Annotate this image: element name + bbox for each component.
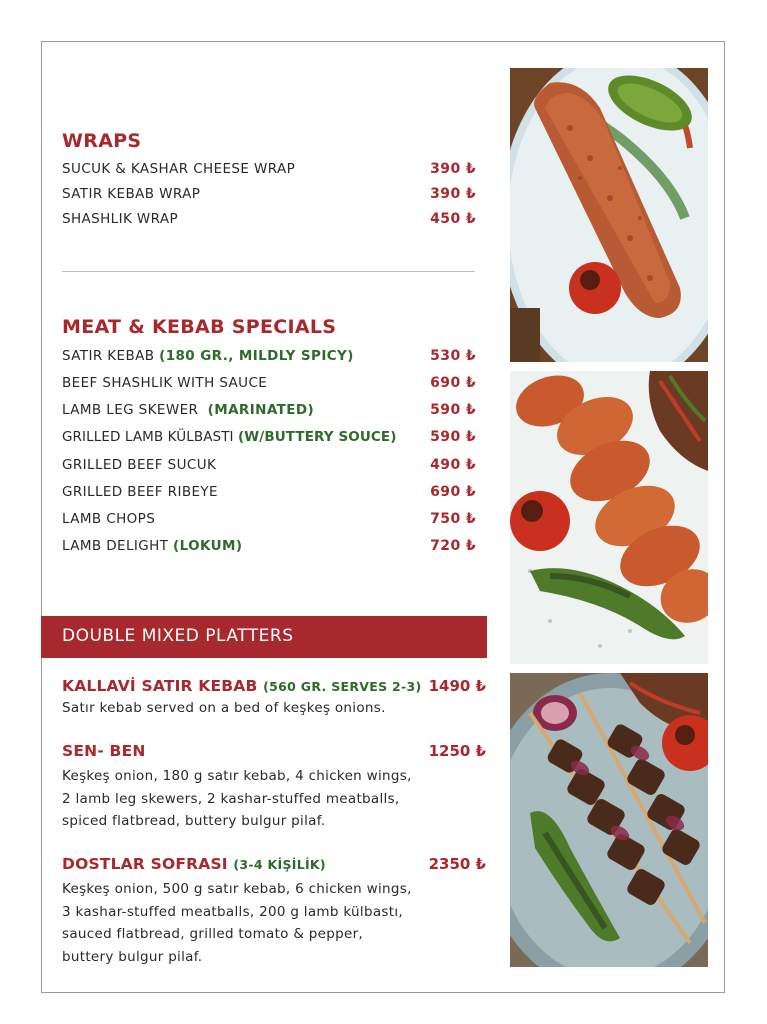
- menu-item: [62, 161, 476, 181]
- item-price: 690 ₺: [430, 375, 476, 391]
- item-price: 720 ₺: [430, 538, 476, 554]
- description-line: Keşkeş onion, 500 g satır kebab, 6 chicken wings,: [62, 881, 412, 897]
- item-price: 590 ₺: [430, 402, 476, 418]
- description-line: sauced flatbread, grilled tomato & pepper,: [62, 926, 364, 942]
- item-name: LAMB LEG SKEWER (MARINATED): [62, 402, 315, 418]
- item-name: GRILLED BEEF RIBEYE: [62, 484, 218, 500]
- item-price: 530 ₺: [430, 348, 476, 364]
- platter-name: SEN- BEN: [62, 742, 146, 760]
- platter-price: 1490 ₺: [428, 677, 486, 695]
- item-name: SATIR KEBAB (180 GR., MILDLY SPICY): [62, 348, 354, 364]
- menu-item: [62, 511, 476, 531]
- satir-kebab-photo: [510, 68, 708, 362]
- lamb-skewers-photo: [510, 673, 708, 967]
- menu-item: [62, 457, 476, 477]
- description-line: 3 kashar-stuffed meatballs, 200 g lamb külbastı,: [62, 903, 403, 920]
- item-price: 750 ₺: [430, 511, 476, 527]
- item-name: LAMB DELIGHT (LOKUM): [62, 538, 243, 554]
- item-price: 450 ₺: [430, 211, 476, 227]
- platter-item-heading: [62, 676, 486, 698]
- platter-description: [62, 697, 482, 720]
- item-price: 690 ₺: [430, 484, 476, 500]
- item-name: BEEF SHASHLIK WITH SAUCE: [62, 375, 268, 391]
- description-line: buttery bulgur pilaf.: [62, 948, 203, 965]
- item-price: 590 ₺: [430, 429, 476, 445]
- menu-item: [62, 538, 476, 558]
- menu-item: [62, 348, 476, 368]
- item-price: 390 ₺: [430, 186, 476, 202]
- platter-price: 2350 ₺: [428, 855, 486, 873]
- menu-item: [62, 402, 476, 422]
- item-name: GRILLED BEEF SUCUK: [62, 457, 217, 473]
- platters-banner: [41, 616, 487, 658]
- item-name: SHASHLIK WRAP: [62, 211, 179, 227]
- description-line: Satır kebab served on a bed of keşkeş onions.: [62, 700, 386, 716]
- platter-description: [62, 878, 482, 968]
- specials-section-title: MEAT & KEBAB SPECIALS: [62, 316, 337, 338]
- chicken-wings-photo: [510, 371, 708, 664]
- item-price: 390 ₺: [430, 161, 476, 177]
- description-line: 2 lamb leg skewers, 2 kashar-stuffed meatballs,: [62, 790, 400, 807]
- description-line: Keşkeş onion, 180 g satır kebab, 4 chicken wings,: [62, 768, 412, 784]
- platter-name: KALLAVİ SATIR KEBAB: [62, 677, 264, 695]
- platter-item-heading: [62, 741, 486, 763]
- platter-item-heading: [62, 854, 486, 876]
- platter-note: (3-4 KİŞİLİK): [233, 857, 326, 872]
- platter-note: (560 GR. SERVES 2-3): [263, 679, 422, 694]
- menu-item: [62, 484, 476, 504]
- menu-item: [62, 429, 476, 449]
- menu-item: [62, 211, 476, 231]
- item-name: SATIR KEBAB WRAP: [62, 186, 201, 202]
- platter-description: [62, 765, 482, 833]
- item-name: LAMB CHOPS: [62, 511, 156, 527]
- menu-item: [62, 375, 476, 395]
- menu-item: [62, 186, 476, 206]
- description-line: spiced flatbread, buttery bulgur pilaf.: [62, 813, 326, 829]
- wraps-section-title: WRAPS: [62, 130, 142, 152]
- item-price: 490 ₺: [430, 457, 476, 473]
- item-name: SUCUK & KASHAR CHEESE WRAP: [62, 161, 296, 177]
- item-name: GRILLED LAMB KÜLBASTI (W/BUTTERY SOUCE): [62, 429, 397, 445]
- section-divider: [62, 271, 475, 272]
- platter-name: DOSTLAR SOFRASI: [62, 855, 234, 873]
- platters-banner-title: DOUBLE MIXED PLATTERS: [62, 626, 294, 646]
- platter-price: 1250 ₺: [428, 742, 486, 760]
